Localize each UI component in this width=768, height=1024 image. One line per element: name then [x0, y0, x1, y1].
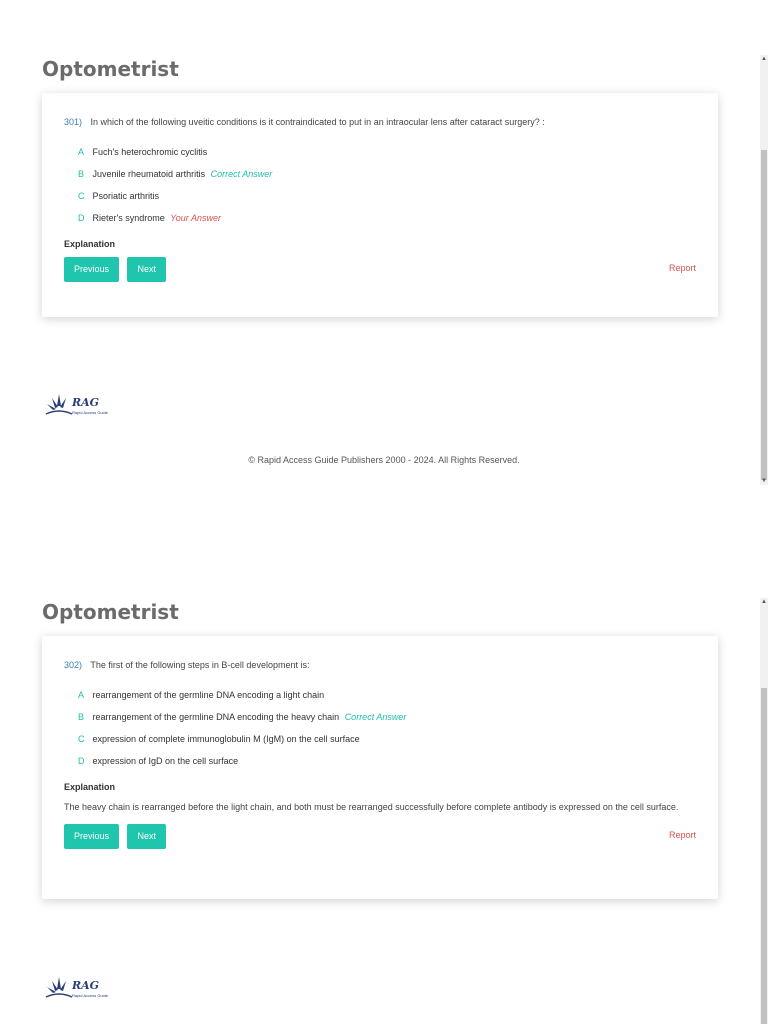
next-button[interactable]: Next [127, 824, 166, 849]
question-card [42, 93, 718, 317]
scrollbar[interactable] [760, 55, 768, 485]
book-leaf-icon [44, 390, 74, 420]
card-actions [64, 824, 696, 850]
option-text: expression of complete immunoglobulin M (IgM) on the cell surface [92, 734, 360, 744]
question-text [64, 115, 696, 129]
option-a[interactable] [78, 145, 696, 167]
explanation-text: The heavy chain is rearranged before the light chain, and both must be rearranged successfully before complete antibody is expressed on the cell surface. [64, 802, 679, 812]
option-c[interactable] [78, 732, 696, 754]
option-letter: A [78, 690, 85, 700]
report-link[interactable]: Report [668, 830, 696, 840]
logo-subtitle: Rapid Access Guide [72, 993, 109, 998]
option-d[interactable] [78, 211, 696, 233]
option-letter: C [78, 191, 85, 201]
scroll-down-icon[interactable]: ▼ [761, 478, 767, 484]
scrollbar[interactable] [760, 598, 768, 1024]
page-title: Optometrist [42, 57, 179, 81]
explanation-heading: Explanation [64, 782, 116, 792]
option-b[interactable] [78, 710, 696, 732]
your-answer-tag: Your Answer [170, 213, 221, 223]
option-letter: B [78, 169, 85, 179]
previous-button[interactable]: Previous [64, 257, 119, 282]
question-text [64, 658, 696, 672]
option-text: Juvenile rheumatoid arthritis [92, 169, 206, 179]
card-actions [64, 257, 696, 283]
question-number: 301) [64, 117, 83, 127]
quiz-screen-1 [0, 0, 768, 505]
option-text: rearrangement of the germline DNA encoding the heavy chain [92, 712, 340, 722]
report-link[interactable]: Report [668, 263, 696, 273]
scroll-up-icon[interactable]: ▲ [761, 599, 767, 605]
option-d[interactable] [78, 754, 696, 776]
option-letter: A [78, 147, 85, 157]
correct-answer-tag: Correct Answer [210, 169, 273, 179]
option-text: rearrangement of the germline DNA encoding a light chain [92, 690, 325, 700]
option-text: Fuch's heterochromic cyclitis [92, 147, 208, 157]
option-text: Rieter's syndrome [92, 213, 165, 223]
quiz-screen-2 [0, 543, 768, 1024]
correct-answer-tag: Correct Answer [344, 712, 407, 722]
option-a[interactable] [78, 688, 696, 710]
question-body: In which of the following uveitic conditions is it contraindicated to put in an intraocular lens after cataract surgery? : [90, 117, 545, 127]
option-letter: C [78, 734, 85, 744]
option-c[interactable] [78, 189, 696, 211]
question-card [42, 636, 718, 899]
page-title: Optometrist [42, 600, 179, 624]
logo-text: RAG [72, 979, 100, 992]
scroll-up-icon[interactable]: ▲ [761, 56, 767, 62]
rag-logo[interactable] [44, 971, 124, 1007]
option-letter: D [78, 213, 85, 223]
book-leaf-icon [44, 973, 74, 1003]
option-letter: D [78, 756, 85, 766]
option-b[interactable] [78, 167, 696, 189]
previous-button[interactable]: Previous [64, 824, 119, 849]
question-body: The first of the following steps in B-cell development is: [90, 660, 310, 670]
logo-subtitle: Rapid Access Guide [72, 410, 109, 415]
rag-logo[interactable] [44, 388, 124, 424]
next-button[interactable]: Next [127, 257, 166, 282]
option-text: expression of IgD on the cell surface [92, 756, 239, 766]
explanation-heading: Explanation [64, 239, 116, 249]
logo-text: RAG [72, 396, 100, 409]
answer-options [78, 688, 696, 776]
copyright-text: © Rapid Access Guide Publishers 2000 - 2024. All Rights Reserved. [248, 455, 520, 465]
question-number: 302) [64, 660, 83, 670]
scroll-thumb[interactable] [761, 150, 767, 480]
option-text: Psoriatic arthritis [92, 191, 160, 201]
answer-options [78, 145, 696, 233]
scroll-thumb[interactable] [761, 688, 767, 1024]
option-letter: B [78, 712, 85, 722]
